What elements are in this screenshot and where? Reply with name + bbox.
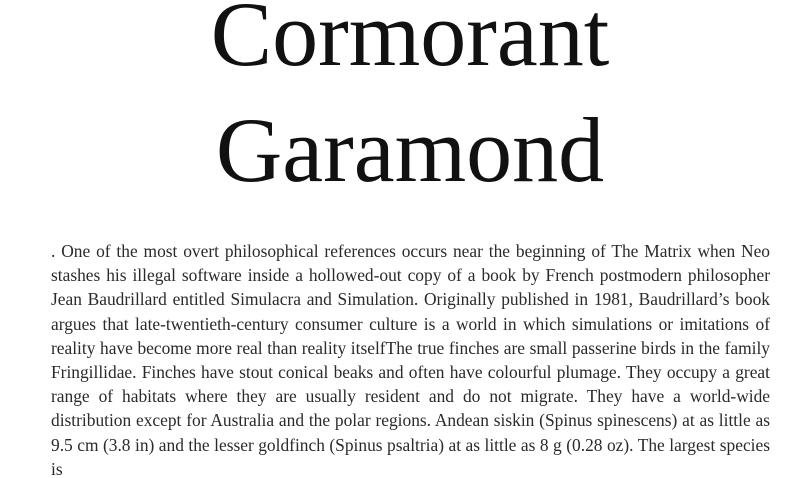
font-name-line-1: Cormorant (210, 0, 610, 85)
font-name-line-2: Garamond (215, 99, 605, 201)
font-name-heading (0, 0, 800, 208)
sample-body-text: . One of the most overt philosophical references occurs near the beginning of The Matrix when Neo stashes his illegal software inside a hollowed-out copy of a book by French postmodern philosopher Jean Baudrillard entitled Simulacra and Simulation. Originally published in 1981, Baudrillard’s book argues that late-twentieth-century consumer culture is a world in which simulations or imitations of reality have become more real than reality itselfThe true finches are small passerine birds in the family Fringillidae. Finches have stout conical beaks and often have colourful plumage. They occupy a great range of habitats where they are usually resident and do not migrate. They have a world-wide distribution except for Australia and the polar regions. Andean siskin (Spinus spinescens) at as little as 9.5 cm (3.8 in) and the lesser goldfinch (Spinus psaltria) at as little as 8 g (0.28 oz). The largest species is (51, 241, 770, 478)
